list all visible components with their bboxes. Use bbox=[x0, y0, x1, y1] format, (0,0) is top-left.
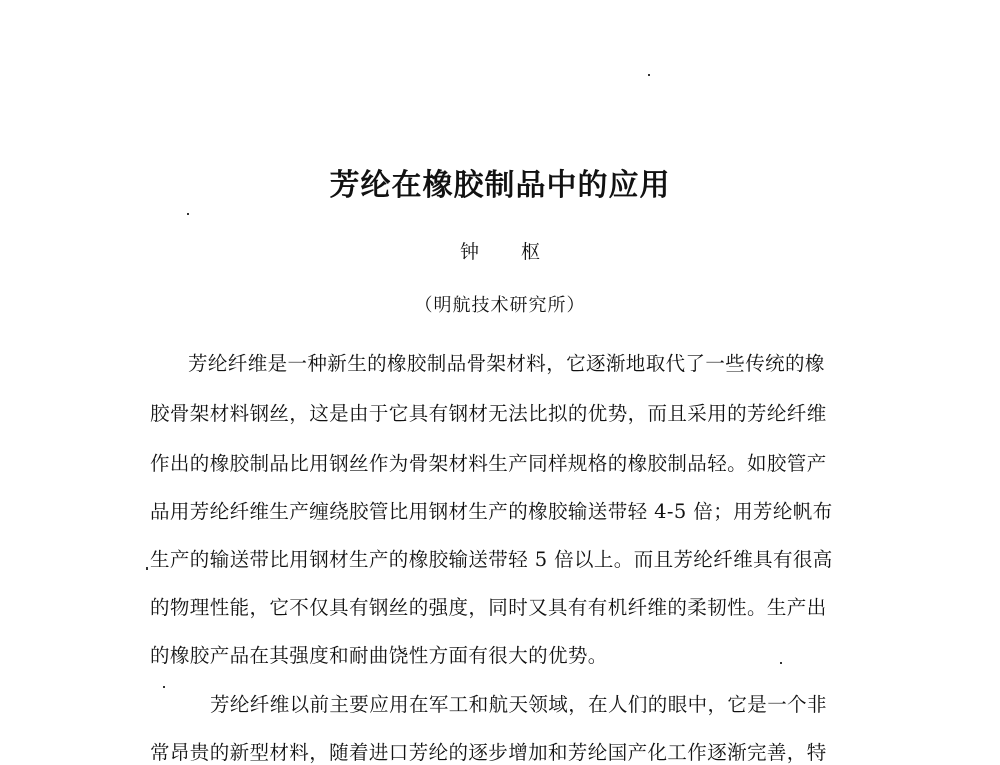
body-line: 的橡胶产品在其强度和耐曲饶性方面有很大的优势。 bbox=[150, 644, 608, 667]
body-line: 品用芳纶纤维生产缠绕胶管比用钢材生产的橡胶输送带轻 4-5 倍；用芳纶帆布 bbox=[150, 500, 833, 523]
scan-speck bbox=[648, 74, 650, 76]
scan-speck bbox=[187, 213, 189, 215]
body-line: 作出的橡胶制品比用钢丝作为骨架材料生产同样规格的橡胶制品轻。如胶管产 bbox=[150, 452, 827, 475]
article-author: 钟 枢 bbox=[459, 241, 559, 263]
body-line: 胶骨架材料钢丝，这是由于它具有钢材无法比拟的优势，而且采用的芳纶纤维 bbox=[150, 402, 827, 425]
scan-speck bbox=[780, 662, 782, 664]
body-line: 芳纶纤维以前主要应用在军工和航天领域，在人们的眼中，它是一个非 bbox=[210, 693, 827, 716]
scan-speck bbox=[163, 686, 165, 688]
body-line: 的物理性能，它不仅具有钢丝的强度，同时又具有有机纤维的柔韧性。生产出 bbox=[150, 596, 827, 619]
body-line: 芳纶纤维是一种新生的橡胶制品骨架材料，它逐渐地取代了一些传统的橡 bbox=[188, 352, 825, 375]
article-title: 芳纶在橡胶制品中的应用 bbox=[329, 168, 671, 203]
body-line: 常昂贵的新型材料，随着进口芳纶的逐步增加和芳纶国产化工作逐渐完善，特 bbox=[150, 741, 827, 764]
body-line: 生产的输送带比用钢材生产的橡胶输送带轻 5 倍以上。而且芳纶纤维具有很高 bbox=[150, 548, 833, 571]
scan-speck bbox=[146, 567, 148, 570]
article-affiliation: （明航技术研究所） bbox=[414, 295, 586, 316]
